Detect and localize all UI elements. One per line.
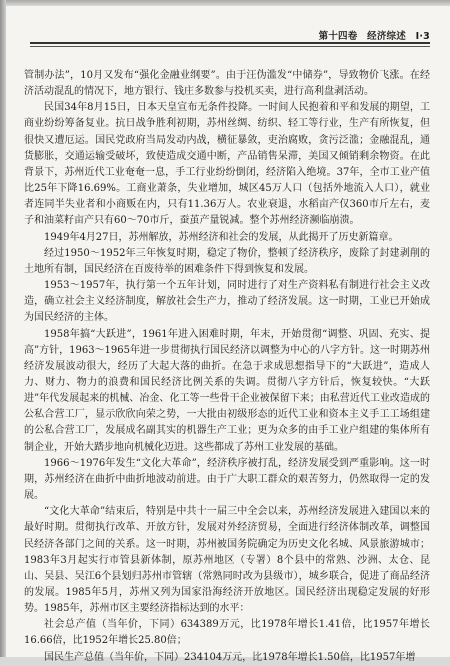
paragraph-1958: 1958年搞“大跃进”，1961年进入困难时期，年末，开始贯彻“调整、巩固、充实、提高”方针，1963～1965年进一步贯彻执行国民经济以调整为中心的八字方针。这一时期苏州经济发展波动很大，经历了大起大落的曲折。在急于求成思想指导下的“大跃进”，造成人力、财力、物力的浪费和国民经济比例关系的失调。贯彻八字方针后，恢复较快。“大跃进”年代发展起来的机械、冶金、化工等一些骨干企业被保留下来；由私营近代工业改造成的公私合营工厂，显示欣欣向荣之势，一大批由初级形态的近代工业和资本主义手工工场组建的公私合营工厂，发展成名副其实的机器生产工业；更为众多的由手工业户组建的集体所有制企业，开始大踏步地向机械化迈进。这些都成了苏州工业发展的基础。 bbox=[24, 328, 431, 453]
running-head: 第十四卷 经济综述 Ⅰ·3 bbox=[318, 31, 430, 42]
paragraph-1953-1957: 1953～1957年，执行第一个五年计划，同时进行了对生产资料私有制进行社会主义改造，确立社会主义经济制度，解放社会生产力，推动了经济发展。这一时期，工业已开始成为国民经济的主体。 bbox=[24, 280, 430, 324]
paragraph-social-output: 社会总产值（当年价，下同）634389万元，比1978年增长1.41倍，比1957年增长16.66倍，比1952年增长25.80倍； bbox=[24, 619, 430, 647]
header-rule-thin bbox=[30, 46, 430, 47]
paragraph-1950-1952: 经过1950～1952年三年恢复时期，稳定了物价，整顿了经济秩序，废除了封建剥削的土地所有制，国民经济在百废待举的困难条件下得到恢复和发展。 bbox=[24, 247, 430, 275]
paragraph-reform-era: “文化大革命”结束后，特别是中共十一届三中全会以来，苏州经济发展进入建国以来的最好时期。贯彻执行改革、开放方针，发展对外经济贸易，全面进行经济体制改革，调整国民经济各部门之间的关系。这一时期，苏州被国务院确定为历史文化名城、风景旅游城市；1983年3月起实行市管县新体制，原苏州地区（专署）8个县中的常熟、沙洲、太仓、昆山、吴县、吴江6个县划归苏州市管辖（常熟同时改为县级市），城乡联合，促进了商品经济的发展。1985年5月，苏州又列为国家沿海经济开放地区。国民经济出现稳定发展的好形势。1985年，苏州市区主要经济指标达到的水平： bbox=[24, 506, 430, 615]
paragraph-1966-1976: 1966～1976年发生“文化大革命”，经济秩序被打乱，经济发展受到严重影响。这一时期，苏州经济在曲折中曲折地波动前进。由于广大职工群众的艰苦努力，仍然取得一定的发展。 bbox=[24, 457, 430, 502]
paragraph-1949: 1949年4月27日，苏州解放，苏州经济和社会的发展，从此揭开了历史新篇章。 bbox=[44, 231, 399, 243]
body-text bbox=[24, 68, 430, 666]
paragraph-gnp: 国民生产总值（当年价，下同）234104万元，比1978年增长1.50倍，比1957年增 bbox=[44, 651, 416, 663]
header-rule-thick bbox=[30, 42, 430, 44]
paragraph-1945: 民国34年8月15日，日本天皇宣布无条件投降。一时间人民抱着和平和发展的期望，工商业纷纷筹备复业。抗日战争胜利初期，苏州丝绸、纺织、轻工等行业，生产有所恢复，但很快又遭厄运。国民党政府当局发动内战，横征暴敛，吏治腐败，贪污泛滥；金融混乱，通货膨胀，交通运输受破坏，致使造成交通中断，产品销售呆滞，美国又倾销剩余物资。在此背景下，苏州近代工业奄奄一息，手工行业纷纷倒闭，经济陷入绝境。37年，全市工业产值比25年下降16.69%。工商业萧条，失业增加，城区45万人口（包括外地流入人口），就业者连同半失业者和小商贩在内，只有11.36万人。农业衰退，水稻亩产仅360市斤左右，麦子和油菜籽亩产只有60～70市斤，蚕茧产量锐减。整个苏州经济濒临崩溃。 bbox=[24, 102, 430, 227]
paragraph-continuation: 管制办法”，10月又发布“强化金融业纲要”。由于汪伪滥发“中储券”，导致物价飞涨。在经济活动混乱的情况下，地方银行、钱庄多数参与投机买卖，进行高利盘剥活动。 bbox=[24, 70, 430, 98]
page-header bbox=[30, 22, 430, 46]
